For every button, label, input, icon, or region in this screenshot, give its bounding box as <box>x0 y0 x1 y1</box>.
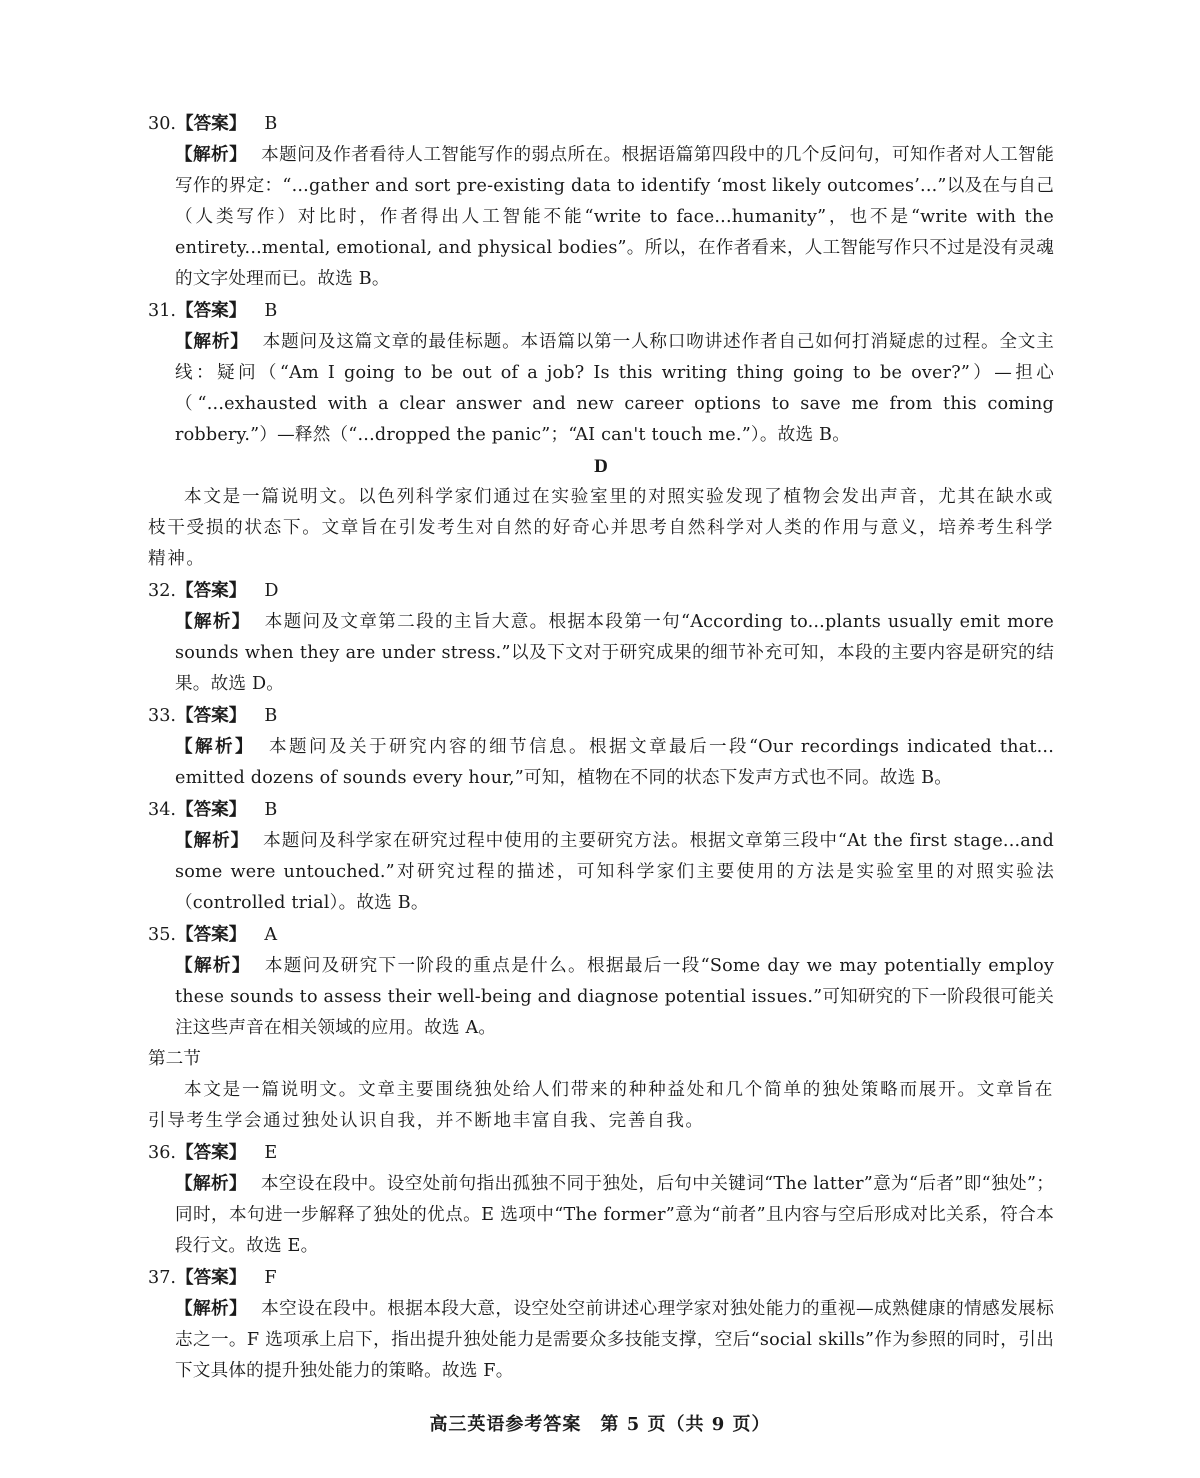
question-number: 33. <box>148 706 176 726</box>
answer-label: 【答案】 <box>175 300 247 321</box>
question-number: 31. <box>148 301 176 321</box>
section-heading-d: D <box>594 456 608 477</box>
explanation-label: 【解析】 <box>175 1298 248 1319</box>
part-two-title: 第二节 <box>148 1049 201 1069</box>
explanation-text: 本题问及文章第二段的主旨大意。根据本段第一句“According to...plants usually emit more sounds when they are under stress.”以及下文对于研究成果的细节补充可知，本段的主要内容是研究的结果。故选 D。 <box>175 612 1054 694</box>
answer-label: 【答案】 <box>175 799 247 820</box>
answer-line <box>148 794 1054 825</box>
question-item-32 <box>148 575 1054 700</box>
answer-line <box>148 1262 1054 1293</box>
answer-value: D <box>264 581 279 601</box>
explanation-text: 本题问及作者看待人工智能写作的弱点所在。根据语篇第四段中的几个反问句，可知作者对人工智能写作的界定：“...gather and sort pre-existing data to identify ‘most likely outcomes’...”以及在与自己（人类写作）对比时，作者得出人工智能不能“write to face...humanity”，也不是“write with the entirety...mental, emotional, and physical bodies”。所以，在作者看来，人工智能写作只不过是没有灵魂的文字处理而已。故选 B。 <box>175 145 1054 289</box>
explanation-text: 本题问及这篇文章的最佳标题。本语篇以第一人称口吻讲述作者自己如何打消疑虑的过程。全文主线：疑问（“Am I going to be out of a job? Is this writing thing going to be over?”）—担心（“...exhausted with a clear answer and new career options to save me from this coming robbery.”）—释然（“...dropped the panic”；“AI can't touch me.”）。故选 B。 <box>175 332 1054 445</box>
answer-line <box>148 700 1054 731</box>
question-item-33 <box>148 700 1054 794</box>
explanation-block <box>175 326 1054 451</box>
explanation-block <box>175 825 1054 919</box>
question-item-30 <box>148 108 1054 295</box>
part-two-intro: 本文是一篇说明文。文章主要围绕独处给人们带来的种种益处和几个简单的独处策略而展开。文章旨在引导考生学会通过独处认识自我，并不断地丰富自我、完善自我。 <box>148 1080 1054 1131</box>
answer-value: F <box>264 1268 277 1288</box>
explanation-label: 【解析】 <box>175 611 251 632</box>
explanation-block <box>175 1293 1054 1387</box>
answer-value: A <box>264 925 278 945</box>
question-number: 35. <box>148 925 176 945</box>
answer-label: 【答案】 <box>175 1142 247 1163</box>
answer-line <box>148 108 1054 139</box>
explanation-text: 本题问及研究下一阶段的重点是什么。根据最后一段“Some day we may potentially employ these sounds to assess their well-being and diagnose potential issues.”可知研究的下一阶段很可能关注这些声音在相关领域的应用。故选 A。 <box>175 956 1054 1038</box>
explanation-block <box>175 606 1054 700</box>
section-d-intro: 本文是一篇说明文。以色列科学家们通过在实验室里的对照实验发现了植物会发出声音，尤其在缺水或枝干受损的状态下。文章旨在引发考生对自然的好奇心并思考自然科学对人类的作用与意义，培养考生科学精神。 <box>148 487 1054 569</box>
page-content <box>148 108 1054 1387</box>
question-item-37 <box>148 1262 1054 1387</box>
explanation-text: 本空设在段中。设空处前句指出孤独不同于独处，后句中关键词“The latter”意为“后者”即“独处”；同时，本句进一步解释了独处的优点。E 选项中“The former”意为“前者”且内容与空后形成对比关系，符合本段行文。故选 E。 <box>175 1174 1054 1256</box>
answer-label: 【答案】 <box>175 113 247 134</box>
explanation-text: 本空设在段中。根据本段大意，设空处空前讲述心理学家对独处能力的重视—成熟健康的情感发展标志之一。F 选项承上启下，指出提升独处能力是需要众多技能支撑，空后“social skills”作为参照的同时，引出下文具体的提升独处能力的策略。故选 F。 <box>175 1299 1054 1381</box>
question-item-36 <box>148 1137 1054 1262</box>
answer-label: 【答案】 <box>175 580 247 601</box>
explanation-label: 【解析】 <box>175 736 255 757</box>
explanation-block <box>175 1168 1054 1262</box>
question-number: 34. <box>148 800 176 820</box>
answer-label: 【答案】 <box>175 924 247 945</box>
answer-line <box>148 295 1054 326</box>
answer-value: E <box>264 1143 278 1163</box>
explanation-label: 【解析】 <box>175 144 248 165</box>
question-item-35 <box>148 919 1054 1044</box>
answer-value: B <box>264 301 278 321</box>
explanation-label: 【解析】 <box>175 331 249 352</box>
answer-value: B <box>264 800 278 820</box>
question-number: 32. <box>148 581 176 601</box>
question-number: 36. <box>148 1143 176 1163</box>
explanation-label: 【解析】 <box>175 830 250 851</box>
explanation-text: 本题问及关于研究内容的细节信息。根据文章最后一段“Our recordings indicated that... emitted dozens of sounds every hour,”可知，植物在不同的状态下发声方式也不同。故选 B。 <box>175 737 1054 788</box>
answer-label: 【答案】 <box>175 1267 247 1288</box>
explanation-text: 本题问及科学家在研究过程中使用的主要研究方法。根据文章第三段中“At the first stage...and some were untouched.”对研究过程的描述，可知科学家们主要使用的方法是实验室里的对照实验法（controlled trial）。故选 B。 <box>175 831 1054 913</box>
page-footer: 高三英语参考答案 第 5 页（共 9 页） <box>429 1414 771 1435</box>
question-number: 30. <box>148 114 176 134</box>
answer-value: B <box>264 706 278 726</box>
explanation-label: 【解析】 <box>175 955 251 976</box>
answer-value: B <box>264 114 278 134</box>
answer-line <box>148 1137 1054 1168</box>
question-item-34 <box>148 794 1054 919</box>
question-number: 37. <box>148 1268 176 1288</box>
explanation-block <box>175 731 1054 794</box>
explanation-block <box>175 139 1054 295</box>
explanation-block <box>175 950 1054 1044</box>
explanation-label: 【解析】 <box>175 1173 247 1194</box>
question-item-31 <box>148 295 1054 451</box>
answer-line <box>148 919 1054 950</box>
answer-label: 【答案】 <box>175 705 247 726</box>
answer-line <box>148 575 1054 606</box>
